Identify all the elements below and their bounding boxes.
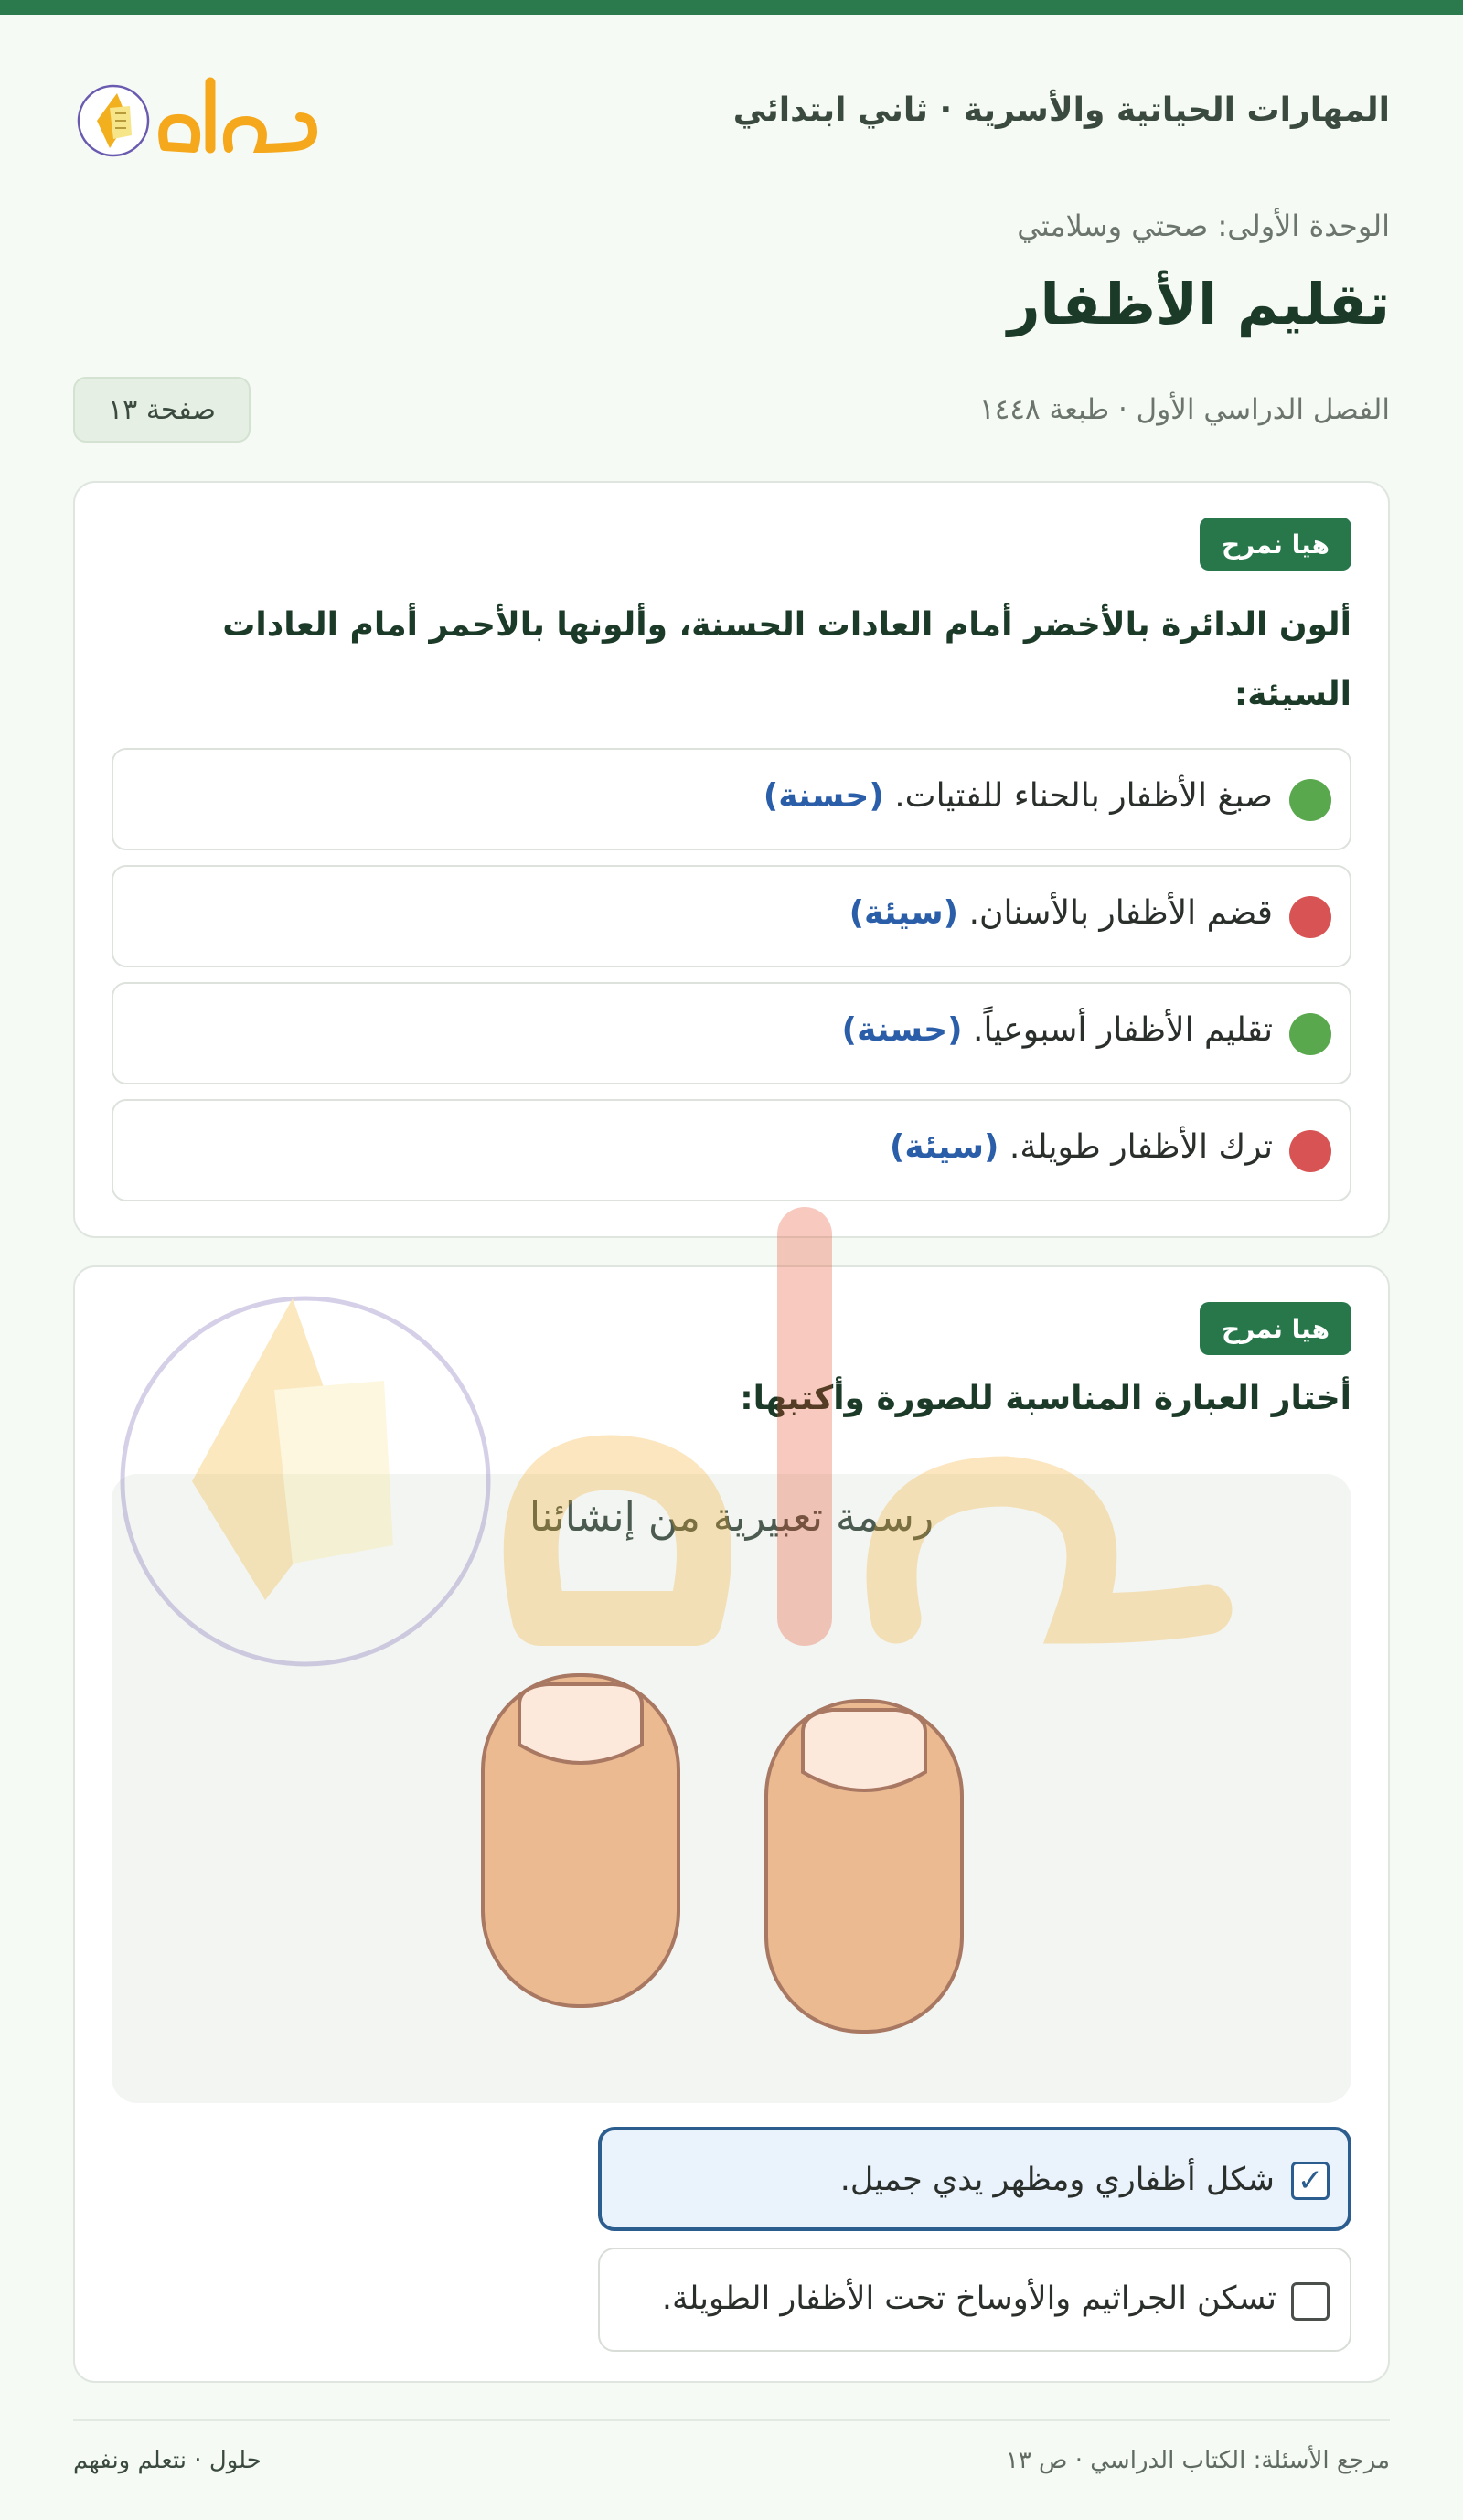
habit-text: ترك الأظفار طويلة. [1009,1128,1273,1166]
habit-answer: (سيئة) [849,894,959,932]
illustration-caption: رسمة تعبيرية من إنشائنا [529,1494,934,1541]
habit-item[interactable] [112,748,1351,850]
choice-text: شكل أظفاري ومظهر يدي جميل. [839,2162,1275,2198]
habit-answer: (حسنة) [763,777,884,815]
checkbox-unchecked-icon[interactable] [1291,2282,1330,2321]
checkbox-checked-icon[interactable]: ✓ [1291,2162,1330,2200]
exercise-tag: هيا نمرح [1200,1302,1351,1355]
lesson-title: تقليم الأظفار [1007,271,1390,337]
exercise-question: أختار العبارة المناسبة للصورة وأكتبها: [740,1380,1351,1417]
green-circle-icon[interactable] [1289,779,1331,821]
habit-item[interactable] [112,865,1351,967]
top-accent-bar [0,0,1463,15]
exercise-tag: هيا نمرح [1200,518,1351,571]
footer-divider [73,2419,1390,2421]
green-circle-icon[interactable] [1289,1013,1331,1055]
red-circle-icon[interactable] [1289,896,1331,938]
choice-option[interactable] [598,2248,1351,2352]
habit-answer: (سيئة) [889,1128,999,1166]
nails-illustration [112,1474,1351,2103]
subject-title: المهارات الحياتية والأسرية · ثاني ابتدائي [732,91,1390,129]
habit-item[interactable] [112,982,1351,1084]
habit-item[interactable] [112,1099,1351,1201]
footer-brand: حلول · نتعلم ونفهم [73,2447,262,2474]
trimmed-nails-image [112,1474,1351,2103]
choice-option[interactable] [598,2127,1351,2231]
red-circle-icon[interactable] [1289,1130,1331,1172]
habit-text: قضم الأظفار بالأسنان. [968,894,1273,932]
exercise-card-choose-phrase [73,1265,1390,2383]
page-number-badge: صفحة ١٣ [73,377,251,443]
term-label: الفصل الدراسي الأول · طبعة ١٤٤٨ [979,393,1390,426]
footer-reference: مرجع الأسئلة: الكتاب الدراسي · ص ١٣ [1005,2447,1390,2474]
choice-text: تسكن الجراثيم والأوساخ تحت الأظفار الطويلة. [661,2280,1276,2317]
exercise-question: ألون الدائرة بالأخضر أمام العادات الحسنة، وألونها بالأحمر أمام العادات السيئة: [222,606,1351,713]
unit-label: الوحدة الأولى: صحتي وسلامتي [1017,208,1390,243]
exercise-card-habits [73,481,1390,1238]
habit-text: تقليم الأظفار أسبوعياً. [973,1011,1273,1049]
page-header [73,64,1390,174]
habit-answer: (حسنة) [841,1011,963,1049]
hulul-logo[interactable] [73,64,347,174]
habit-text: صبغ الأظفار بالحناء للفتيات. [894,777,1273,815]
